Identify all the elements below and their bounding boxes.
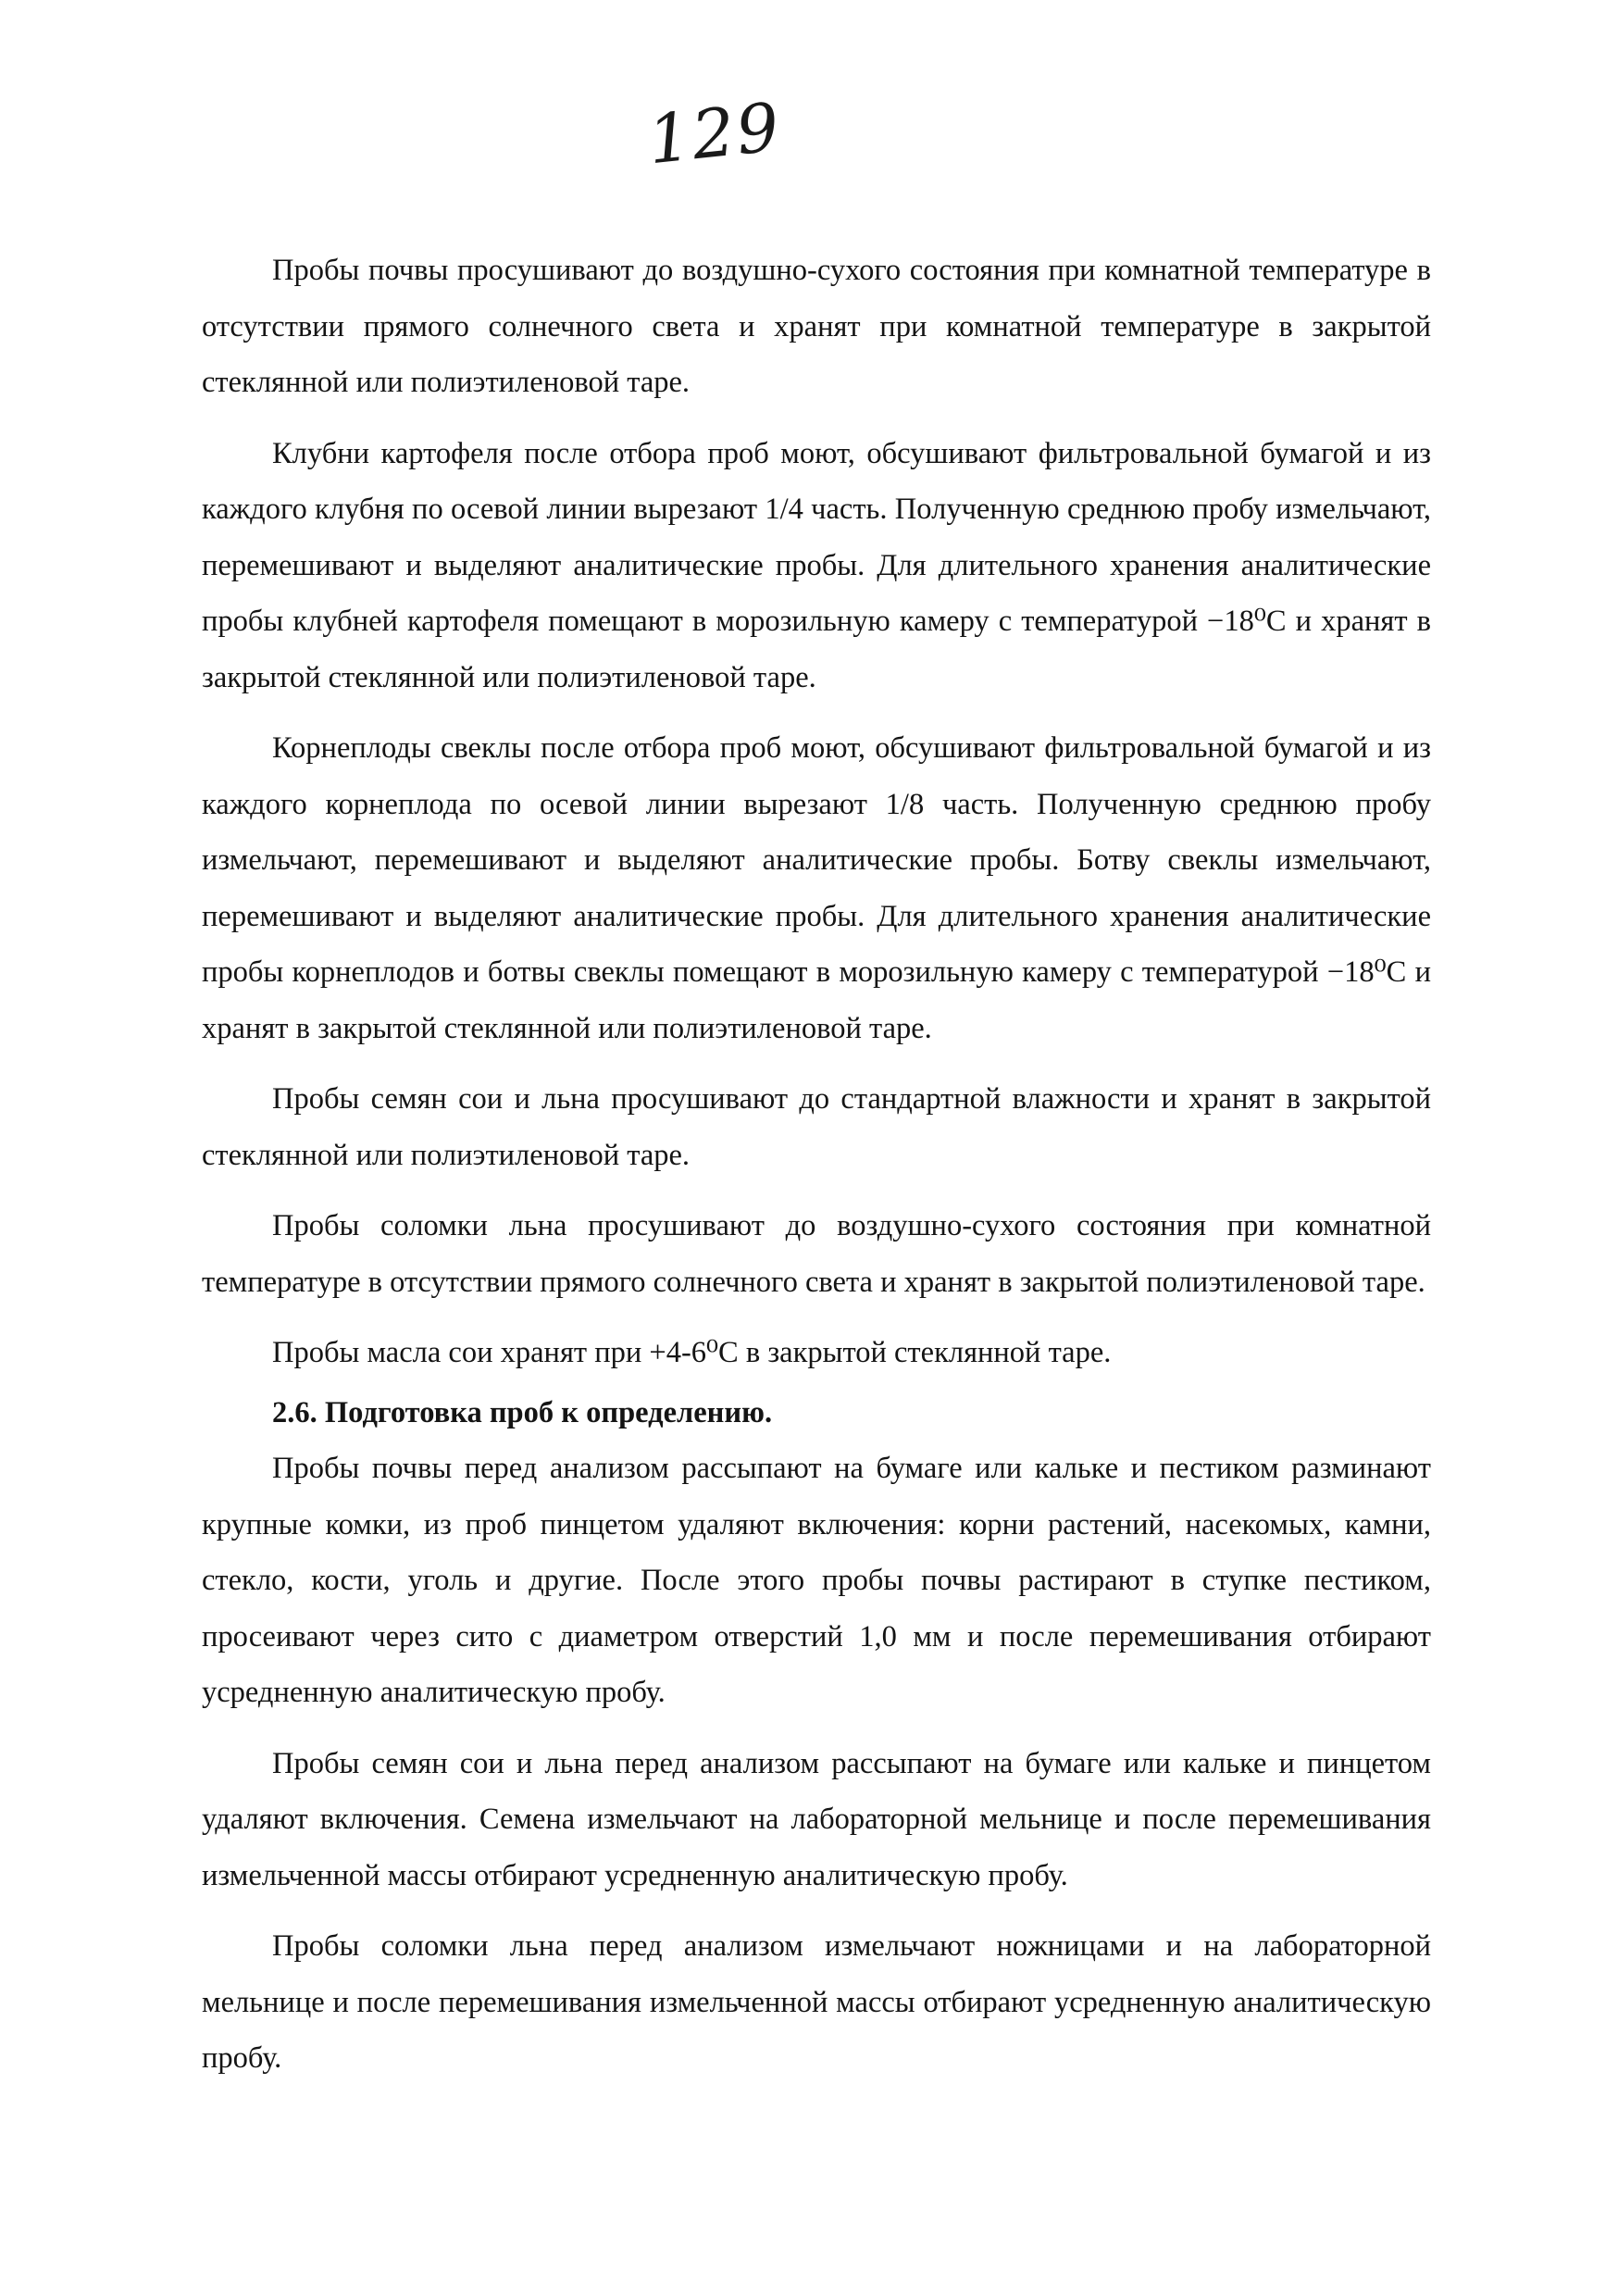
section-heading: 2.6. Подготовка проб к определению. [272, 1395, 773, 1429]
paragraph-soil-preparation: Пробы почвы перед анализом рассыпают на бумаге или кальке и пестиком разминают крупные комки, из проб пинцетом удаляют включения: корни растений, насекомых, камни, стекло, кости, уголь и другие. После этого пробы почвы растирают в ступке пестиком, просеивают через сито с диаметром отверстий 1,0 мм и после перемешивания отбирают усредненную аналитическую пробу. [202, 1452, 1431, 1709]
paragraph-flax-straw-samples: Пробы соломки льна просушивают до воздушно-сухого состояния при комнатной температуре в отсутствии прямого солнечного света и хранят в закрытой полиэтиленовой таре. [202, 1209, 1431, 1299]
paragraph-seed-preparation: Пробы семян сои и льна перед анализом рассыпают на бумаге или кальке и пинцетом удаляют включения. Семена измельчают на лабораторной мельнице и после перемешивания измельченной массы отбирают усредненную аналитическую пробу. [202, 1746, 1431, 1892]
handwritten-page-number: 129 [644, 87, 785, 180]
paragraph-soy-oil-samples: Пробы масла сои хранят при +4-6⁰С в закрытой стеклянной таре. [272, 1336, 1112, 1369]
paragraph-beet-samples: Корнеплоды свеклы после отбора проб моют, обсушивают фильтровальной бумагой и из каждого корнеплода по осевой линии вырезают 1/8 часть. Полученную среднюю пробу измельчают, перемешивают и выделяют аналитические пробы. Ботву свеклы измельчают, перемешивают и выделяют аналитические пробы. Для длительного хранения аналитические пробы корнеплодов и ботвы свеклы помещают в морозильную камеру с температурой −18⁰С и хранят в закрытой стеклянной или полиэтиленовой таре. [202, 731, 1431, 1045]
paragraph-flax-straw-preparation: Пробы соломки льна перед анализом измельчают ножницами и на лабораторной мельнице и после перемешивания измельченной массы отбирают усредненную аналитическую пробу. [202, 1929, 1431, 2075]
paragraph-potato-samples: Клубни картофеля после отбора проб моют, обсушивают фильтровальной бумагой и из каждого клубня по осевой линии вырезают 1/4 часть. Полученную среднюю пробу измельчают, перемешивают и выделяют аналитические пробы. Для длительного хранения аналитические пробы клубней картофеля помещают в морозильную камеру с температурой −18⁰С и хранят в закрытой стеклянной или полиэтиленовой таре. [202, 436, 1431, 694]
paragraph-soil-storage: Пробы почвы просушивают до воздушно-сухого состояния при комнатной температуре в отсутствии прямого солнечного света и хранят при комнатной температуре в закрытой стеклянной или полиэтиленовой таре. [202, 254, 1431, 399]
paragraph-seed-samples: Пробы семян сои и льна просушивают до стандартной влажности и хранят в закрытой стеклянной или полиэтиленовой таре. [202, 1082, 1431, 1172]
document-body [202, 243, 1431, 2102]
